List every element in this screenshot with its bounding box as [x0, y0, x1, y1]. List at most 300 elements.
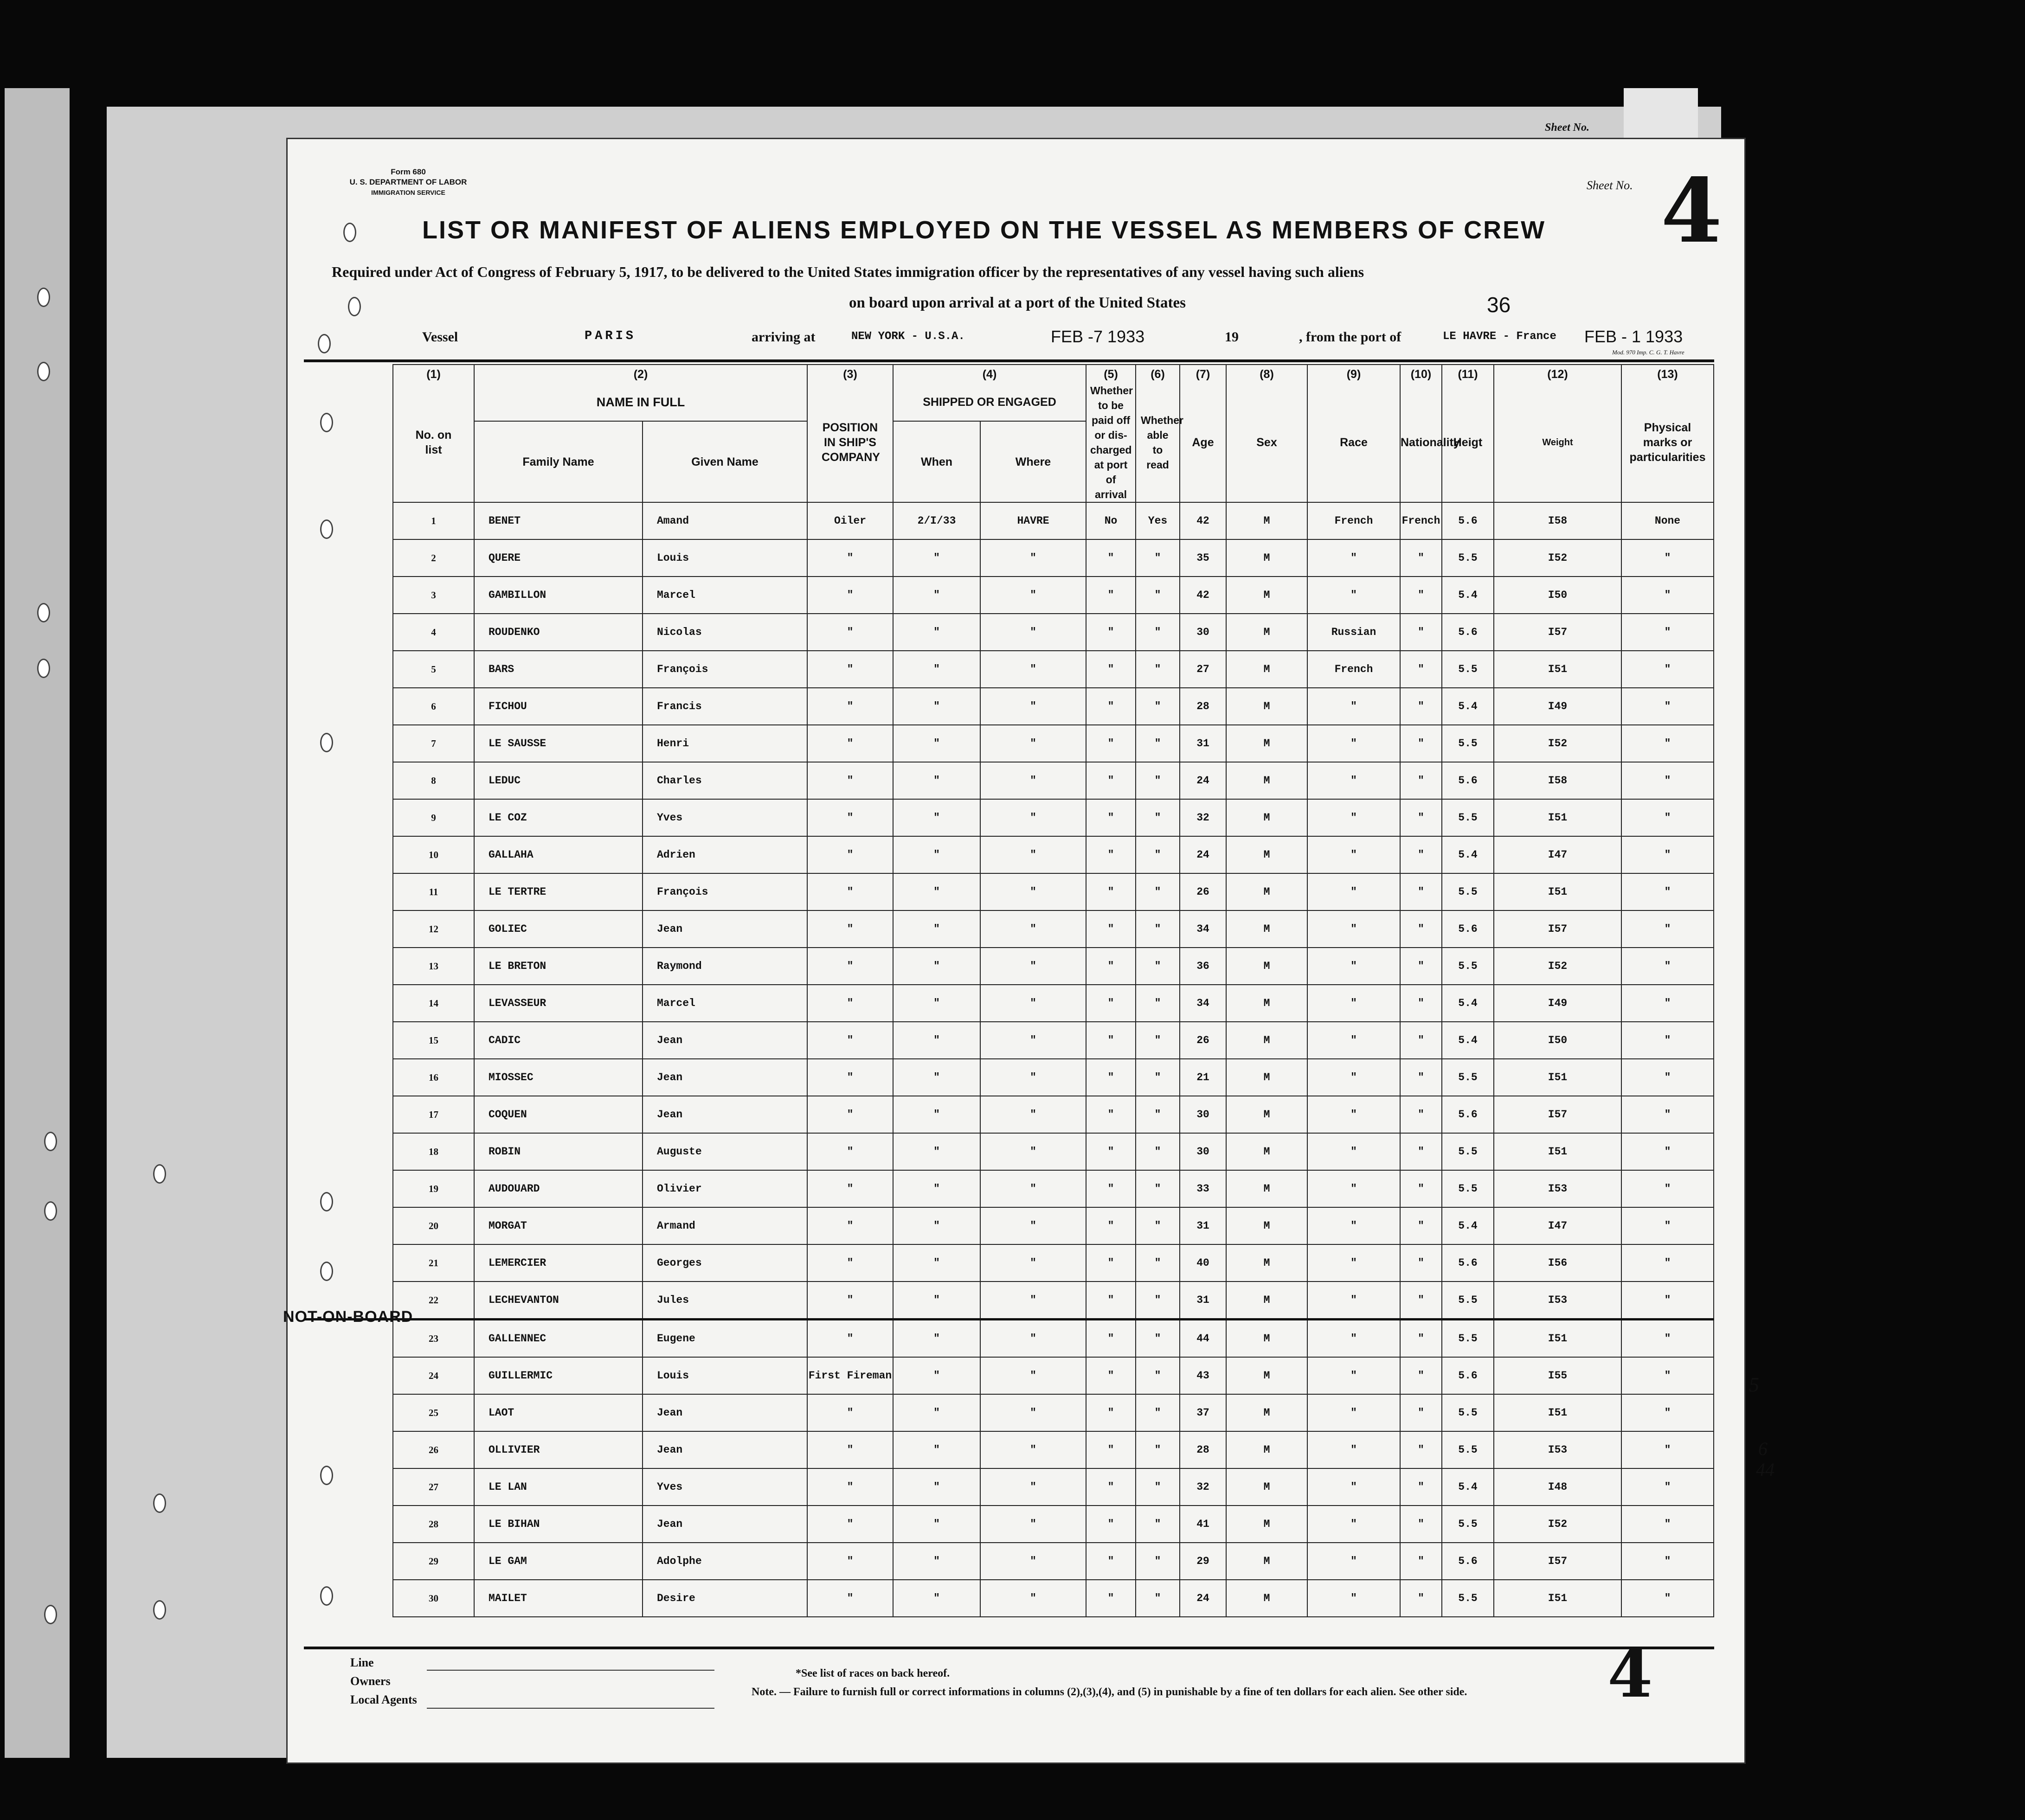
- height-cell: 5.6: [1442, 1244, 1494, 1282]
- margin-cell: [304, 948, 393, 985]
- given-name-cell: Jean: [643, 1431, 807, 1468]
- given-name-cell: Jean: [643, 1394, 807, 1431]
- crew-rows: [304, 502, 1714, 1617]
- position-cell: ": [807, 948, 893, 985]
- manifest-page: [283, 139, 1774, 1762]
- age-cell: 41: [1180, 1506, 1226, 1543]
- table-row: [304, 799, 1714, 836]
- shipped-when-cell: ": [893, 1022, 980, 1059]
- physical-marks-cell: ": [1621, 539, 1714, 577]
- row-number-cell: 2: [393, 539, 474, 577]
- height-cell: 5.5: [1442, 1580, 1494, 1617]
- race-cell: French: [1307, 651, 1400, 688]
- col-num-6: (6): [1136, 365, 1180, 383]
- weight-cell: I47: [1494, 836, 1621, 873]
- weight-cell: I53: [1494, 1282, 1621, 1320]
- nationality-cell: ": [1400, 1580, 1442, 1617]
- paid-off-cell: ": [1086, 985, 1136, 1022]
- paid-off-cell: ": [1086, 1170, 1136, 1207]
- binder-hole: [44, 1132, 57, 1151]
- mod-note: Mod. 970 Imp. C. G. T. Havre: [1612, 349, 1684, 356]
- row-number-cell: 14: [393, 985, 474, 1022]
- given-name-cell: Raymond: [643, 948, 807, 985]
- position-cell: ": [807, 577, 893, 614]
- age-cell: 31: [1180, 1207, 1226, 1244]
- able-to-read-cell: ": [1136, 688, 1180, 725]
- paid-off-cell: ": [1086, 1059, 1136, 1096]
- table-row: [304, 651, 1714, 688]
- shipped-where-cell: ": [980, 1468, 1086, 1506]
- row-number-cell: 18: [393, 1133, 474, 1170]
- position-cell: ": [807, 1244, 893, 1282]
- physical-marks-cell: ": [1621, 1133, 1714, 1170]
- row-number-cell: 10: [393, 836, 474, 873]
- race-cell: ": [1307, 577, 1400, 614]
- row-number-cell: 28: [393, 1506, 474, 1543]
- shipped-header: SHIPPED OR ENGAGED: [893, 383, 1086, 421]
- able-to-read-cell: ": [1136, 725, 1180, 762]
- name-in-full-header: NAME IN FULL: [474, 383, 807, 421]
- row-number-cell: 30: [393, 1580, 474, 1617]
- race-cell: ": [1307, 1096, 1400, 1133]
- nationality-cell: ": [1400, 577, 1442, 614]
- table-row: [304, 1133, 1714, 1170]
- row-number-cell: 24: [393, 1357, 474, 1394]
- shipped-when-cell: ": [893, 1282, 980, 1320]
- physical-marks-cell: ": [1621, 1320, 1714, 1358]
- age-cell: 30: [1180, 1096, 1226, 1133]
- row-number-cell: 12: [393, 910, 474, 948]
- height-cell: 5.5: [1442, 1431, 1494, 1468]
- weight-cell: I52: [1494, 725, 1621, 762]
- age-cell: 30: [1180, 1133, 1226, 1170]
- weight-cell: I48: [1494, 1468, 1621, 1506]
- family-name-cell: BARS: [474, 651, 643, 688]
- given-name-cell: Olivier: [643, 1170, 807, 1207]
- col-num-12: (12): [1494, 365, 1621, 383]
- physical-marks-cell: ": [1621, 577, 1714, 614]
- physical-marks-cell: ": [1621, 614, 1714, 651]
- races-note: *See list of races on back hereof.: [796, 1667, 950, 1679]
- height-cell: 5.6: [1442, 1357, 1494, 1394]
- row-number-cell: 8: [393, 762, 474, 799]
- height-cell: 5.5: [1442, 1506, 1494, 1543]
- binder-hole: [37, 603, 50, 622]
- row-number-cell: 1: [393, 502, 474, 539]
- position-header: POSITION IN SHIP'S COMPANY: [807, 383, 893, 502]
- position-cell: ": [807, 799, 893, 836]
- table-row: [304, 1394, 1714, 1431]
- paid-off-cell: ": [1086, 614, 1136, 651]
- height-cell: 5.6: [1442, 1096, 1494, 1133]
- margin-cell: [304, 577, 393, 614]
- weight-cell: I57: [1494, 614, 1621, 651]
- family-name-cell: GAMBILLON: [474, 577, 643, 614]
- table-row: [304, 1431, 1714, 1468]
- paid-off-cell: ": [1086, 1357, 1136, 1394]
- table-row: [304, 725, 1714, 762]
- race-cell: ": [1307, 1580, 1400, 1617]
- table-row: [304, 873, 1714, 910]
- shipped-where-cell: ": [980, 688, 1086, 725]
- family-name-cell: LE GAM: [474, 1543, 643, 1580]
- margin-cell: [304, 1170, 393, 1207]
- age-cell: 37: [1180, 1394, 1226, 1431]
- binder-hole: [153, 1493, 166, 1513]
- family-name-cell: BENET: [474, 502, 643, 539]
- race-cell: ": [1307, 1207, 1400, 1244]
- header-rule: [304, 359, 1714, 362]
- height-cell: 5.5: [1442, 1394, 1494, 1431]
- age-cell: 24: [1180, 1580, 1226, 1617]
- given-name-cell: Henri: [643, 725, 807, 762]
- race-cell: ": [1307, 1543, 1400, 1580]
- physical-marks-cell: ": [1621, 762, 1714, 799]
- row-number-cell: 20: [393, 1207, 474, 1244]
- weight-cell: I52: [1494, 1506, 1621, 1543]
- position-cell: ": [807, 1059, 893, 1096]
- year-prefix: 19: [1225, 329, 1239, 345]
- family-name-cell: LECHEVANTON: [474, 1282, 643, 1320]
- sex-cell: M: [1226, 1207, 1307, 1244]
- margin-cell: [304, 539, 393, 577]
- able-to-read-cell: ": [1136, 539, 1180, 577]
- able-to-read-cell: ": [1136, 1282, 1180, 1320]
- table-row: [304, 762, 1714, 799]
- shipped-when-cell: ": [893, 836, 980, 873]
- family-name-cell: LEVASSEUR: [474, 985, 643, 1022]
- row-number-cell: 27: [393, 1468, 474, 1506]
- nationality-cell: ": [1400, 1133, 1442, 1170]
- when-header: When: [893, 421, 980, 502]
- col-num-13: (13): [1621, 365, 1714, 383]
- height-cell: 5.6: [1442, 502, 1494, 539]
- table-row: [304, 1468, 1714, 1506]
- sex-cell: M: [1226, 873, 1307, 910]
- given-name-cell: Louis: [643, 539, 807, 577]
- able-to-read-cell: ": [1136, 1059, 1180, 1096]
- age-cell: 34: [1180, 910, 1226, 948]
- able-to-read-cell: ": [1136, 873, 1180, 910]
- shipped-when-cell: ": [893, 1543, 980, 1580]
- binder-hole: [153, 1600, 166, 1620]
- height-cell: 5.4: [1442, 1022, 1494, 1059]
- nationality-cell: ": [1400, 651, 1442, 688]
- shipped-when-cell: ": [893, 1506, 980, 1543]
- physical-marks-cell: ": [1621, 1357, 1714, 1394]
- able-to-read-cell: ": [1136, 1506, 1180, 1543]
- nationality-cell: ": [1400, 688, 1442, 725]
- physical-marks-cell: ": [1621, 651, 1714, 688]
- binder-hole: [44, 1201, 57, 1221]
- age-cell: 43: [1180, 1357, 1226, 1394]
- sex-cell: M: [1226, 910, 1307, 948]
- weight-cell: I56: [1494, 1244, 1621, 1282]
- shipped-where-cell: ": [980, 1580, 1086, 1617]
- given-name-cell: Nicolas: [643, 614, 807, 651]
- nationality-cell: ": [1400, 1468, 1442, 1506]
- shipped-where-cell: ": [980, 1244, 1086, 1282]
- given-name-cell: Adrien: [643, 836, 807, 873]
- given-name-cell: François: [643, 873, 807, 910]
- age-cell: 32: [1180, 1468, 1226, 1506]
- margin-cell: [304, 614, 393, 651]
- shipped-where-cell: ": [980, 1170, 1086, 1207]
- given-name-cell: Jean: [643, 910, 807, 948]
- physical-marks-cell: ": [1621, 948, 1714, 985]
- shipped-where-cell: ": [980, 1357, 1086, 1394]
- table-row: [304, 614, 1714, 651]
- row-number-cell: 19: [393, 1170, 474, 1207]
- physical-marks-header: Physical marks or particularities: [1621, 383, 1714, 502]
- sex-cell: M: [1226, 502, 1307, 539]
- race-cell: ": [1307, 985, 1400, 1022]
- age-cell: 28: [1180, 688, 1226, 725]
- age-cell: 32: [1180, 799, 1226, 836]
- row-number-cell: 26: [393, 1431, 474, 1468]
- family-name-cell: LE TERTRE: [474, 873, 643, 910]
- age-cell: 44: [1180, 1320, 1226, 1358]
- margin-cell: [304, 1096, 393, 1133]
- weight-cell: I47: [1494, 1207, 1621, 1244]
- physical-marks-cell: ": [1621, 1580, 1714, 1617]
- family-name-cell: CADIC: [474, 1022, 643, 1059]
- paid-off-cell: ": [1086, 948, 1136, 985]
- physical-marks-cell: ": [1621, 1170, 1714, 1207]
- paid-off-cell: ": [1086, 1580, 1136, 1617]
- shipped-where-cell: ": [980, 948, 1086, 985]
- age-cell: 42: [1180, 577, 1226, 614]
- margin-cell: [304, 1022, 393, 1059]
- shipped-where-cell: ": [980, 539, 1086, 577]
- paid-off-cell: ": [1086, 1431, 1136, 1468]
- shipped-where-cell: ": [980, 836, 1086, 873]
- height-cell: 5.5: [1442, 799, 1494, 836]
- able-to-read-cell: ": [1136, 1394, 1180, 1431]
- shipped-when-cell: ": [893, 1244, 980, 1282]
- family-name-cell: COQUEN: [474, 1096, 643, 1133]
- handwritten-number: 36: [1487, 293, 1511, 317]
- margin-cell: [304, 836, 393, 873]
- family-name-header: Family Name: [474, 421, 643, 502]
- shipped-when-cell: ": [893, 1096, 980, 1133]
- physical-marks-cell: ": [1621, 1096, 1714, 1133]
- arrival-port: NEW YORK - U.S.A.: [851, 330, 965, 343]
- margin-cell: [304, 725, 393, 762]
- position-cell: ": [807, 836, 893, 873]
- race-cell: French: [1307, 502, 1400, 539]
- paid-off-cell: ": [1086, 1506, 1136, 1543]
- height-cell: 5.6: [1442, 762, 1494, 799]
- height-cell: 5.6: [1442, 1543, 1494, 1580]
- margin-cell: [304, 1394, 393, 1431]
- paid-off-cell: ": [1086, 539, 1136, 577]
- margin-cell: [304, 688, 393, 725]
- height-cell: 5.5: [1442, 1320, 1494, 1358]
- margin-cell: [304, 1357, 393, 1394]
- shipped-when-cell: ": [893, 1431, 980, 1468]
- table-row: [304, 1022, 1714, 1059]
- table-row: [304, 948, 1714, 985]
- physical-marks-cell: ": [1621, 985, 1714, 1022]
- age-cell: 40: [1180, 1244, 1226, 1282]
- position-cell: ": [807, 910, 893, 948]
- row-number-cell: 29: [393, 1543, 474, 1580]
- given-name-cell: Georges: [643, 1244, 807, 1282]
- nationality-cell: ": [1400, 836, 1442, 873]
- shipped-where-cell: ": [980, 1282, 1086, 1320]
- paid-off-cell: ": [1086, 762, 1136, 799]
- position-cell: ": [807, 1468, 893, 1506]
- sex-cell: M: [1226, 1357, 1307, 1394]
- physical-marks-cell: None: [1621, 502, 1714, 539]
- height-cell: 5.5: [1442, 873, 1494, 910]
- margin-note-mid: 6: [1758, 1438, 1768, 1459]
- family-name-cell: MAILET: [474, 1580, 643, 1617]
- requirement-line-1: Required under Act of Congress of February 5, 1917, to be delivered to the United States immigration officer by the representatives of any vessel having such aliens: [332, 263, 1364, 280]
- position-cell: ": [807, 1543, 893, 1580]
- shipped-where-cell: ": [980, 1543, 1086, 1580]
- given-name-cell: Jean: [643, 1022, 807, 1059]
- family-name-cell: LE SAUSSE: [474, 725, 643, 762]
- height-cell: 5.4: [1442, 1468, 1494, 1506]
- nationality-cell: ": [1400, 799, 1442, 836]
- nationality-header: Nationality: [1400, 383, 1442, 502]
- nationality-cell: ": [1400, 1096, 1442, 1133]
- age-cell: 21: [1180, 1059, 1226, 1096]
- row-number-cell: 25: [393, 1394, 474, 1431]
- position-cell: ": [807, 1431, 893, 1468]
- nationality-cell: ": [1400, 1506, 1442, 1543]
- shipped-when-cell: ": [893, 1207, 980, 1244]
- shipped-where-cell: ": [980, 1022, 1086, 1059]
- age-cell: 33: [1180, 1170, 1226, 1207]
- given-name-cell: Desire: [643, 1580, 807, 1617]
- margin-cell: [304, 1506, 393, 1543]
- paid-off-cell: ": [1086, 1207, 1136, 1244]
- able-to-read-cell: ": [1136, 1096, 1180, 1133]
- paid-off-header: Whether to be paid off or dis- charged at port of arrival: [1086, 383, 1136, 502]
- family-name-cell: MIOSSEC: [474, 1059, 643, 1096]
- col-num-9: (9): [1307, 365, 1400, 383]
- weight-cell: I52: [1494, 539, 1621, 577]
- nationality-cell: ": [1400, 1022, 1442, 1059]
- able-to-read-cell: ": [1136, 1244, 1180, 1282]
- family-name-cell: LE BRETON: [474, 948, 643, 985]
- able-to-read-cell: ": [1136, 1543, 1180, 1580]
- paid-off-cell: ": [1086, 1022, 1136, 1059]
- margin-cell: [304, 910, 393, 948]
- punch-hole: [320, 519, 333, 539]
- weight-cell: I53: [1494, 1170, 1621, 1207]
- shipped-when-cell: ": [893, 1059, 980, 1096]
- margin-cell: [304, 985, 393, 1022]
- paid-off-cell: ": [1086, 1133, 1136, 1170]
- margin-cell: [304, 873, 393, 910]
- race-cell: ": [1307, 1022, 1400, 1059]
- shipped-when-cell: ": [893, 1468, 980, 1506]
- given-name-header: Given Name: [643, 421, 807, 502]
- age-cell: 31: [1180, 725, 1226, 762]
- margin-cell: [304, 1431, 393, 1468]
- physical-marks-cell: ": [1621, 1207, 1714, 1244]
- table-row: [304, 1282, 1714, 1320]
- punch-hole: [320, 1192, 333, 1211]
- weight-cell: I51: [1494, 873, 1621, 910]
- punch-hole: [320, 733, 333, 752]
- age-cell: 30: [1180, 614, 1226, 651]
- race-cell: ": [1307, 1170, 1400, 1207]
- row-number-cell: 11: [393, 873, 474, 910]
- shipped-when-cell: ": [893, 1320, 980, 1358]
- shipped-when-cell: ": [893, 577, 980, 614]
- sex-cell: M: [1226, 1543, 1307, 1580]
- nationality-cell: ": [1400, 1320, 1442, 1358]
- position-cell: ": [807, 1022, 893, 1059]
- able-to-read-cell: ": [1136, 910, 1180, 948]
- given-name-cell: Jean: [643, 1096, 807, 1133]
- table-row: [304, 1096, 1714, 1133]
- sex-cell: M: [1226, 1506, 1307, 1543]
- paid-off-cell: ": [1086, 1282, 1136, 1320]
- penalty-note: Note. — Failure to furnish full or correct informations in columns (2),(3),(4), and (5) in punishable by a fine of ten dollars for each alien. See other side.: [752, 1686, 1467, 1698]
- shipped-where-cell: ": [980, 985, 1086, 1022]
- row-number-cell: 23: [393, 1320, 474, 1358]
- row-number-cell: 15: [393, 1022, 474, 1059]
- family-name-cell: LEDUC: [474, 762, 643, 799]
- physical-marks-cell: ": [1621, 1394, 1714, 1431]
- shipped-when-cell: ": [893, 985, 980, 1022]
- family-name-cell: ROUDENKO: [474, 614, 643, 651]
- able-to-read-cell: ": [1136, 1170, 1180, 1207]
- height-cell: 5.6: [1442, 910, 1494, 948]
- shipped-when-cell: ": [893, 1133, 980, 1170]
- shipped-where-cell: ": [980, 725, 1086, 762]
- arriving-label: arriving at: [752, 329, 816, 345]
- shipped-when-cell: ": [893, 1170, 980, 1207]
- sex-cell: M: [1226, 799, 1307, 836]
- age-cell: 31: [1180, 1282, 1226, 1320]
- row-number-cell: 21: [393, 1244, 474, 1282]
- not-on-board-stamp: NOT-ON-BOARD: [283, 1308, 413, 1326]
- shipped-where-cell: ": [980, 614, 1086, 651]
- punch-hole: [320, 1262, 333, 1281]
- weight-cell: I57: [1494, 1096, 1621, 1133]
- physical-marks-cell: ": [1621, 1244, 1714, 1282]
- position-cell: ": [807, 1207, 893, 1244]
- physical-marks-cell: ": [1621, 725, 1714, 762]
- race-header: Race: [1307, 383, 1400, 502]
- row-number-cell: 17: [393, 1096, 474, 1133]
- row-number-cell: 6: [393, 688, 474, 725]
- physical-marks-cell: ": [1621, 1431, 1714, 1468]
- table-row: [304, 1357, 1714, 1394]
- sex-cell: M: [1226, 1282, 1307, 1320]
- table-row: [304, 539, 1714, 577]
- given-name-cell: Yves: [643, 1468, 807, 1506]
- paid-off-cell: ": [1086, 836, 1136, 873]
- race-cell: Russian: [1307, 614, 1400, 651]
- shipped-when-cell: ": [893, 539, 980, 577]
- physical-marks-cell: ": [1621, 873, 1714, 910]
- race-cell: ": [1307, 762, 1400, 799]
- age-header: Age: [1180, 383, 1226, 502]
- age-cell: 28: [1180, 1431, 1226, 1468]
- departure-date-stamp: FEB - 1 1933: [1584, 327, 1683, 346]
- from-port-label: , from the port of: [1299, 329, 1401, 345]
- able-to-read-cell: ": [1136, 614, 1180, 651]
- shipped-when-cell: ": [893, 1357, 980, 1394]
